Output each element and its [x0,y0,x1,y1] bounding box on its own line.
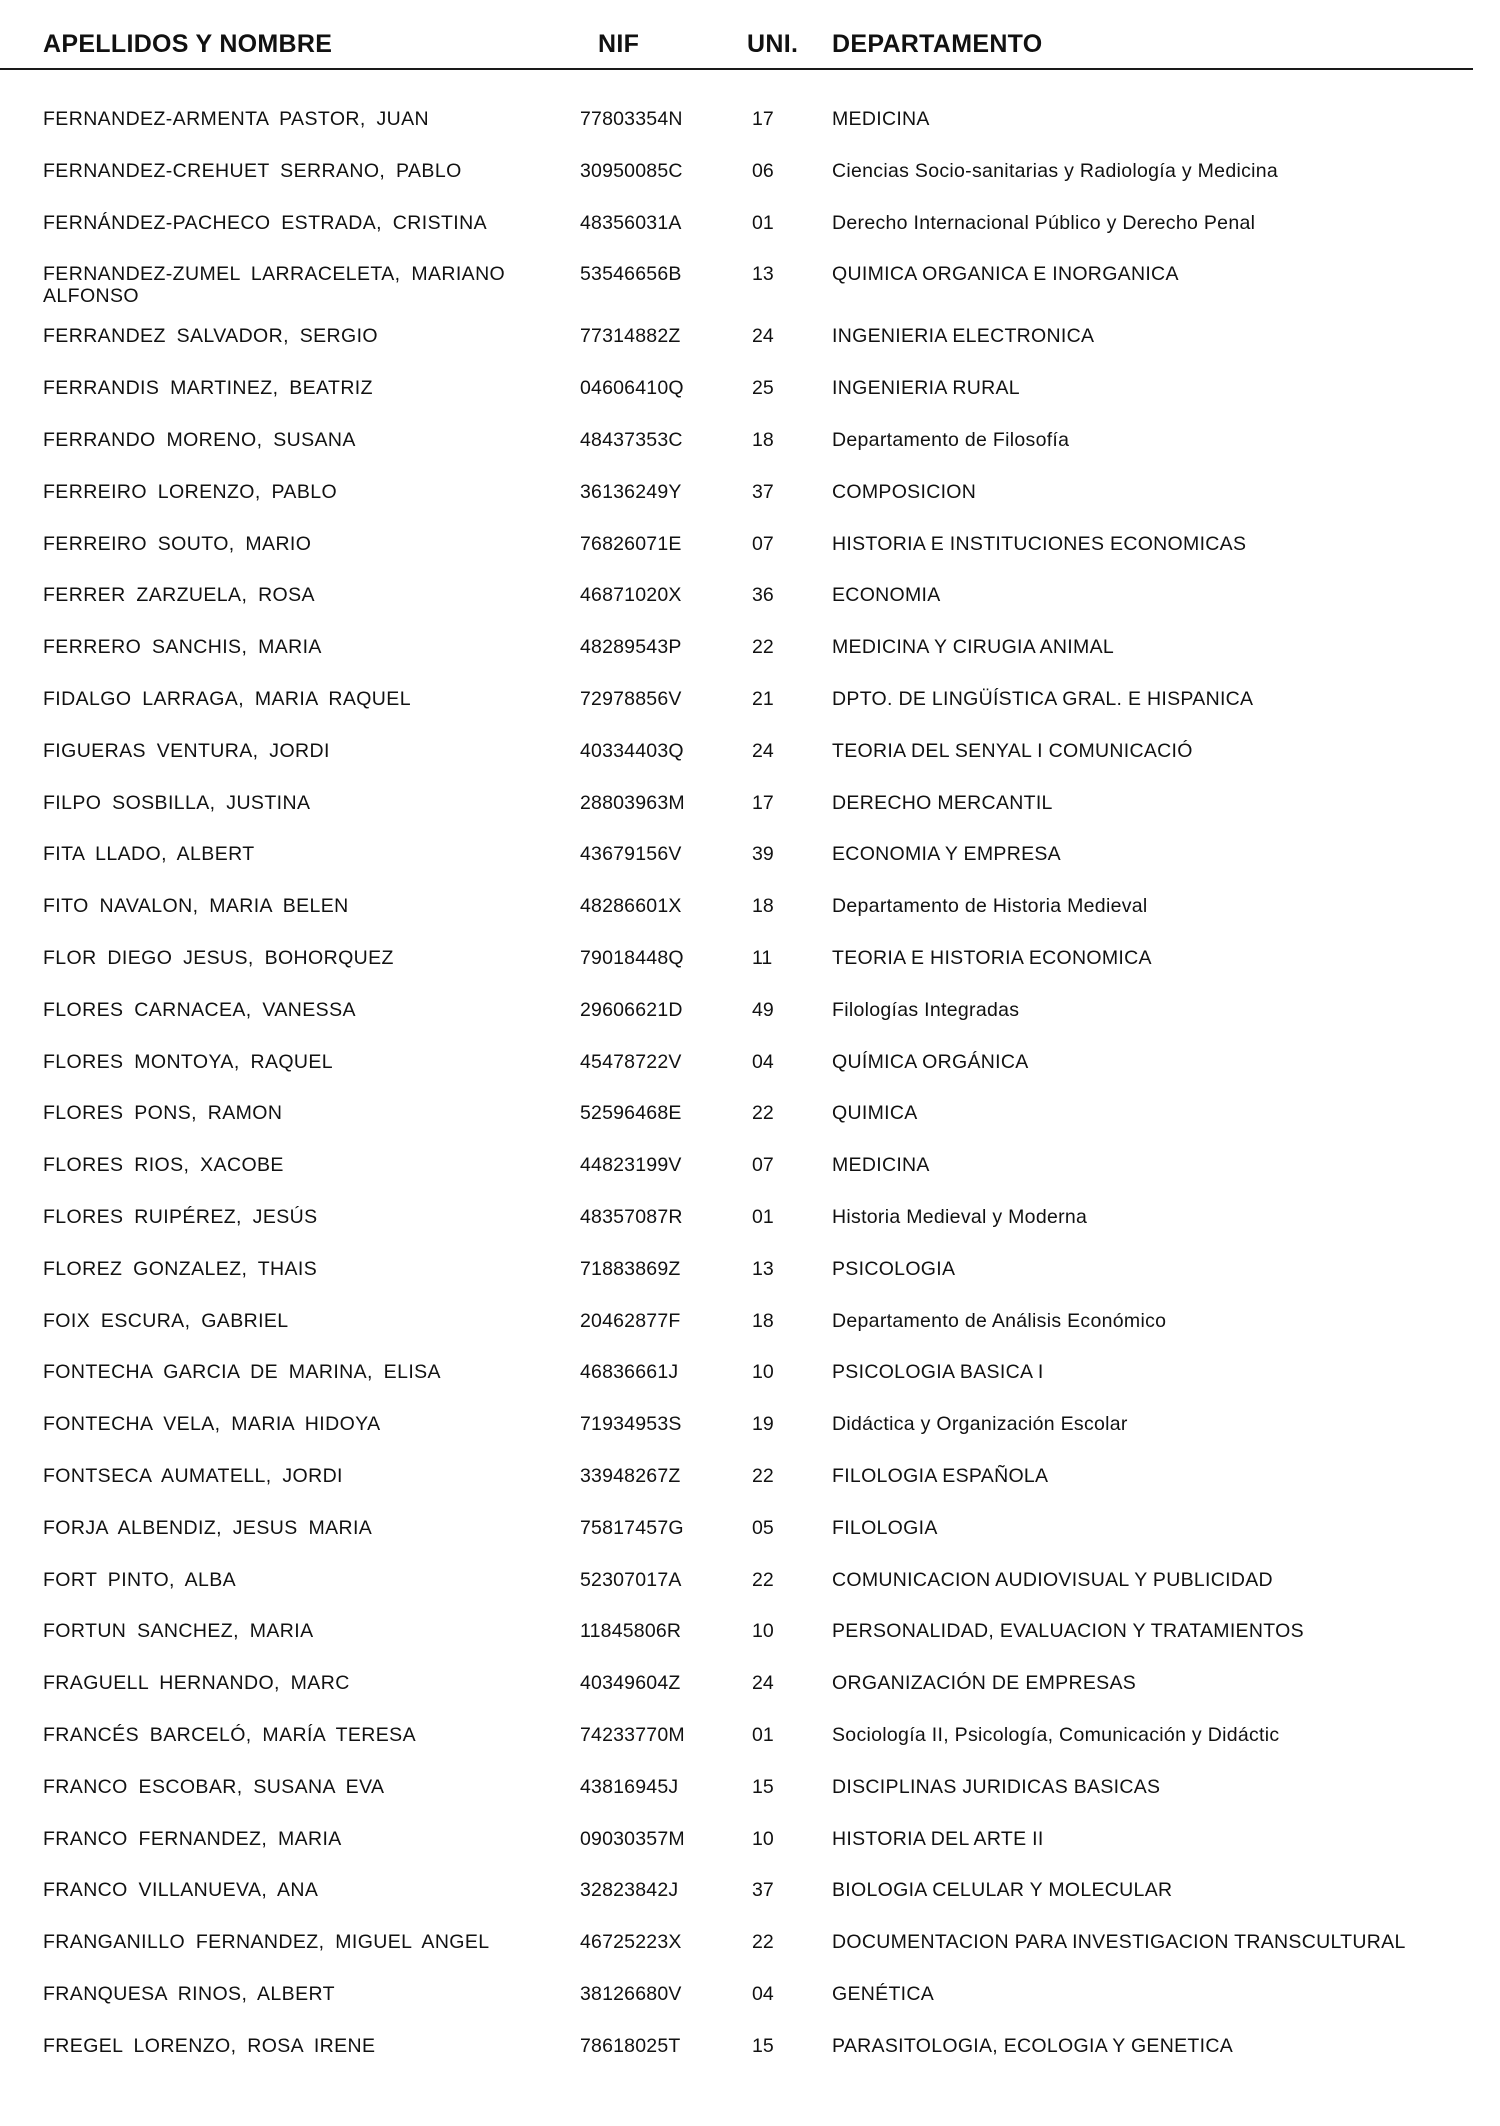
cell-department: Departamento de Historia Medieval [832,895,1148,918]
cell-uni: 24 [752,1672,774,1695]
cell-nif: 43816945J [580,1775,679,1798]
cell-name: FILPO SOSBILLA, JUSTINA [43,791,311,814]
cell-department: DOCUMENTACION PARA INVESTIGACION TRANSCULTURAL [832,1931,1406,1954]
table-row [0,1196,1500,1248]
cell-uni: 22 [752,636,774,659]
cell-name: FERRANDEZ SALVADOR, SERGIO [43,325,378,348]
cell-nif: 44823199V [580,1154,682,1177]
cell-name: FLOREZ GONZALEZ, THAIS [43,1257,318,1280]
cell-nif: 29606621D [580,998,683,1021]
cell-nif: 48356031A [580,211,682,234]
header-divider [0,68,1473,70]
cell-nif: 77803354N [580,108,683,130]
cell-uni: 24 [752,325,774,348]
table-row [0,1818,1500,1870]
table-row [0,1766,1500,1818]
cell-department: PSICOLOGIA BASICA I [832,1361,1044,1384]
table-row [0,678,1500,730]
table-row [0,1300,1500,1352]
cell-name: FERRANDIS MARTINEZ, BEATRIZ [43,377,373,400]
cell-nif: 71883869Z [580,1257,681,1280]
cell-department: ECONOMIA [832,584,941,607]
table-header [0,30,1500,70]
cell-uni: 15 [752,2034,774,2057]
cell-name: FLORES RIOS, XACOBE [43,1154,284,1177]
table-row [0,2025,1500,2077]
table-row [0,833,1500,885]
cell-uni: 21 [752,687,774,710]
cell-uni: 11 [752,946,773,969]
cell-nif: 28803963M [580,791,685,814]
cell-nif: 48286601X [580,895,682,918]
cell-department: BIOLOGIA CELULAR Y MOLECULAR [832,1879,1173,1902]
cell-department: Filologías Integradas [832,998,1020,1021]
cell-name: FLORES CARNACEA, VANESSA [43,998,356,1021]
cell-nif: 48289543P [580,636,682,659]
cell-name: FERNÁNDEZ-PACHECO ESTRADA, CRISTINA [43,211,488,234]
cell-nif: 72978856V [580,687,682,710]
table-row [0,989,1500,1041]
cell-name: FORT PINTO, ALBA [43,1568,237,1591]
table-row [0,1403,1500,1455]
cell-name: FLOR DIEGO JESUS, BOHORQUEZ [43,946,394,969]
cell-department: TEORIA DEL SENYAL I COMUNICACIÓ [832,739,1193,762]
table-row [0,937,1500,989]
table-row [0,1351,1500,1403]
cell-name: FRANQUESA RINOS, ALBERT [43,1982,335,2005]
cell-department: QUIMICA [832,1102,918,1125]
cell-name: FIGUERAS VENTURA, JORDI [43,739,330,762]
cell-name: FRAGUELL HERNANDO, MARC [43,1672,350,1695]
cell-name: FRANGANILLO FERNANDEZ, MIGUEL ANGEL [43,1931,490,1954]
cell-department: COMPOSICION [832,480,977,503]
table-row [0,1455,1500,1507]
cell-nif: 76826071E [580,532,682,555]
cell-nif: 32823842J [580,1879,679,1902]
table-row [0,523,1500,575]
cell-nif: 33948267Z [580,1464,681,1487]
cell-name: FERNANDEZ-CREHUET SERRANO, PABLO [43,159,462,182]
cell-uni: 07 [752,1154,774,1177]
cell-uni: 07 [752,532,774,555]
cell-nif: 30950085C [580,159,683,182]
cell-uni: 06 [752,159,774,182]
cell-nif: 36136249Y [580,480,682,503]
cell-name: FRANCO ESCOBAR, SUSANA EVA [43,1775,385,1798]
table-body [0,98,1500,2076]
table-row [0,1092,1500,1144]
cell-nif: 53546656B [580,263,682,286]
table-row [0,419,1500,471]
table-row [0,1610,1500,1662]
header-department: DEPARTAMENTO [832,30,1043,58]
cell-nif: 48357087R [580,1205,683,1228]
cell-name: FORTUN SANCHEZ, MARIA [43,1620,314,1643]
cell-uni: 17 [752,791,774,814]
table-row [0,1714,1500,1766]
cell-uni: 17 [752,108,774,130]
cell-uni: 01 [752,1723,774,1746]
cell-nif: 75817457G [580,1516,684,1539]
cell-name: FLORES PONS, RAMON [43,1102,283,1125]
table-row [0,626,1500,678]
cell-nif: 11845806R [580,1620,682,1643]
cell-department: Historia Medieval y Moderna [832,1205,1088,1228]
cell-name: FITA LLADO, ALBERT [43,843,255,866]
cell-uni: 04 [752,1050,774,1073]
cell-nif: 46725223X [580,1931,682,1954]
cell-uni: 36 [752,584,774,607]
cell-uni: 37 [752,1879,774,1902]
cell-uni: 10 [752,1827,774,1850]
table-row [0,1559,1500,1611]
cell-department: MEDICINA [832,1154,930,1177]
cell-name: FERREIRO SOUTO, MARIO [43,532,312,555]
cell-name: FREGEL LORENZO, ROSA IRENE [43,2034,376,2057]
cell-nif: 74233770M [580,1723,685,1746]
cell-department: MEDICINA [832,108,930,130]
table-row [0,98,1500,150]
cell-department: PSICOLOGIA [832,1257,956,1280]
cell-uni: 01 [752,1205,774,1228]
cell-uni: 22 [752,1931,774,1954]
table-row [0,315,1500,367]
cell-nif: 79018448Q [580,946,684,969]
cell-name: FOIX ESCURA, GABRIEL [43,1309,289,1332]
cell-uni: 19 [752,1413,774,1436]
cell-name: FIDALGO LARRAGA, MARIA RAQUEL [43,687,411,710]
cell-department: HISTORIA DEL ARTE II [832,1827,1044,1850]
table-row [0,1973,1500,2025]
table-row [0,367,1500,419]
cell-uni: 18 [752,895,774,918]
header-nif: NIF [598,30,640,58]
cell-nif: 40334403Q [580,739,684,762]
cell-uni: 24 [752,739,774,762]
cell-name: FONTECHA VELA, MARIA HIDOYA [43,1413,381,1436]
cell-uni: 10 [752,1620,774,1643]
cell-name: FRANCO FERNANDEZ, MARIA [43,1827,342,1850]
cell-department: ORGANIZACIÓN DE EMPRESAS [832,1672,1137,1695]
cell-name: FRANCO VILLANUEVA, ANA [43,1879,319,1902]
cell-department: DISCIPLINAS JURIDICAS BASICAS [832,1775,1161,1798]
cell-nif: 46871020X [580,584,682,607]
cell-department: GENÉTICA [832,1982,935,2005]
cell-nif: 38126680V [580,1982,682,2005]
table-row [0,782,1500,834]
table-row [0,1507,1500,1559]
table-row [0,1041,1500,1093]
cell-uni: 39 [752,843,774,866]
cell-nif: 48437353C [580,428,683,451]
cell-uni: 37 [752,480,774,503]
table-row [0,885,1500,937]
cell-name: FERREIRO LORENZO, PABLO [43,480,338,503]
table-row [0,471,1500,523]
cell-name: FONTECHA GARCIA DE MARINA, ELISA [43,1361,441,1384]
cell-uni: 22 [752,1102,774,1125]
cell-department: Departamento de Análisis Económico [832,1309,1167,1332]
cell-uni: 18 [752,428,774,451]
cell-department: PERSONALIDAD, EVALUACION Y TRATAMIENTOS [832,1620,1304,1643]
cell-nif: 78618025T [580,2034,681,2057]
cell-department: HISTORIA E INSTITUCIONES ECONOMICAS [832,532,1247,555]
cell-department: TEORIA E HISTORIA ECONOMICA [832,946,1152,969]
cell-department: QUIMICA ORGANICA E INORGANICA [832,263,1179,286]
cell-name: FORJA ALBENDIZ, JESUS MARIA [43,1516,373,1539]
cell-name: FITO NAVALON, MARIA BELEN [43,895,349,918]
cell-uni: 10 [752,1361,774,1384]
table-row [0,253,1500,315]
cell-nif: 46836661J [580,1361,679,1384]
cell-name: FRANCÉS BARCELÓ, MARÍA TERESA [43,1723,416,1746]
cell-department: Departamento de Filosofía [832,428,1070,451]
cell-name: FERRER ZARZUELA, ROSA [43,584,315,607]
cell-department: DERECHO MERCANTIL [832,791,1053,814]
table-row [0,730,1500,782]
cell-department: PARASITOLOGIA, ECOLOGIA Y GENETICA [832,2034,1234,2057]
cell-name: FERNANDEZ-ARMENTA PASTOR, JUAN [43,108,430,130]
cell-nif: 20462877F [580,1309,681,1332]
cell-department: ECONOMIA Y EMPRESA [832,843,1061,866]
cell-department: Didáctica y Organización Escolar [832,1413,1128,1436]
cell-uni: 15 [752,1775,774,1798]
cell-name: FONTSECA AUMATELL, JORDI [43,1464,343,1487]
cell-department: FILOLOGIA [832,1516,938,1539]
table-row [0,1248,1500,1300]
cell-department: DPTO. DE LINGÜÍSTICA GRAL. E HISPANICA [832,687,1254,710]
cell-nif: 40349604Z [580,1672,681,1695]
table-row [0,574,1500,626]
table-row [0,1921,1500,1973]
cell-department: QUÍMICA ORGÁNICA [832,1050,1029,1073]
cell-nif: 71934953S [580,1413,682,1436]
cell-department: Derecho Internacional Público y Derecho Penal [832,211,1256,234]
table-row [0,202,1500,254]
cell-nif: 09030357M [580,1827,685,1850]
cell-uni: 49 [752,998,774,1021]
cell-name: FLORES RUIPÉREZ, JESÚS [43,1205,318,1228]
cell-department: Sociología II, Psicología, Comunicación y Didáctic [832,1723,1280,1746]
cell-department: FILOLOGIA ESPAÑOLA [832,1464,1049,1487]
header-name: APELLIDOS Y NOMBRE [43,30,333,58]
header-uni: UNI. [747,30,799,58]
cell-uni: 05 [752,1516,774,1539]
table-row [0,1869,1500,1921]
table-row [0,150,1500,202]
cell-nif: 77314882Z [580,325,681,348]
cell-uni: 13 [752,263,774,286]
cell-nif: 43679156V [580,843,682,866]
cell-department: COMUNICACION AUDIOVISUAL Y PUBLICIDAD [832,1568,1273,1591]
cell-department: MEDICINA Y CIRUGIA ANIMAL [832,636,1115,659]
table-row [0,1662,1500,1714]
table-row [0,1144,1500,1196]
cell-uni: 22 [752,1464,774,1487]
cell-nif: 04606410Q [580,377,684,400]
cell-uni: 01 [752,211,774,234]
cell-nif: 52307017A [580,1568,682,1591]
cell-uni: 04 [752,1982,774,2005]
cell-uni: 25 [752,377,774,400]
cell-department: INGENIERIA ELECTRONICA [832,325,1095,348]
cell-nif: 45478722V [580,1050,682,1073]
cell-uni: 22 [752,1568,774,1591]
cell-name: FLORES MONTOYA, RAQUEL [43,1050,334,1073]
cell-uni: 18 [752,1309,774,1332]
cell-nif: 52596468E [580,1102,682,1125]
cell-uni: 13 [752,1257,774,1280]
cell-name: FERRANDO MORENO, SUSANA [43,428,356,451]
cell-name: FERNANDEZ-ZUMEL LARRACELETA, MARIANO ALFONSO [43,263,506,308]
cell-department: Ciencias Socio-sanitarias y Radiología y Medicina [832,159,1279,182]
cell-name: FERRERO SANCHIS, MARIA [43,636,322,659]
cell-department: INGENIERIA RURAL [832,377,1020,400]
